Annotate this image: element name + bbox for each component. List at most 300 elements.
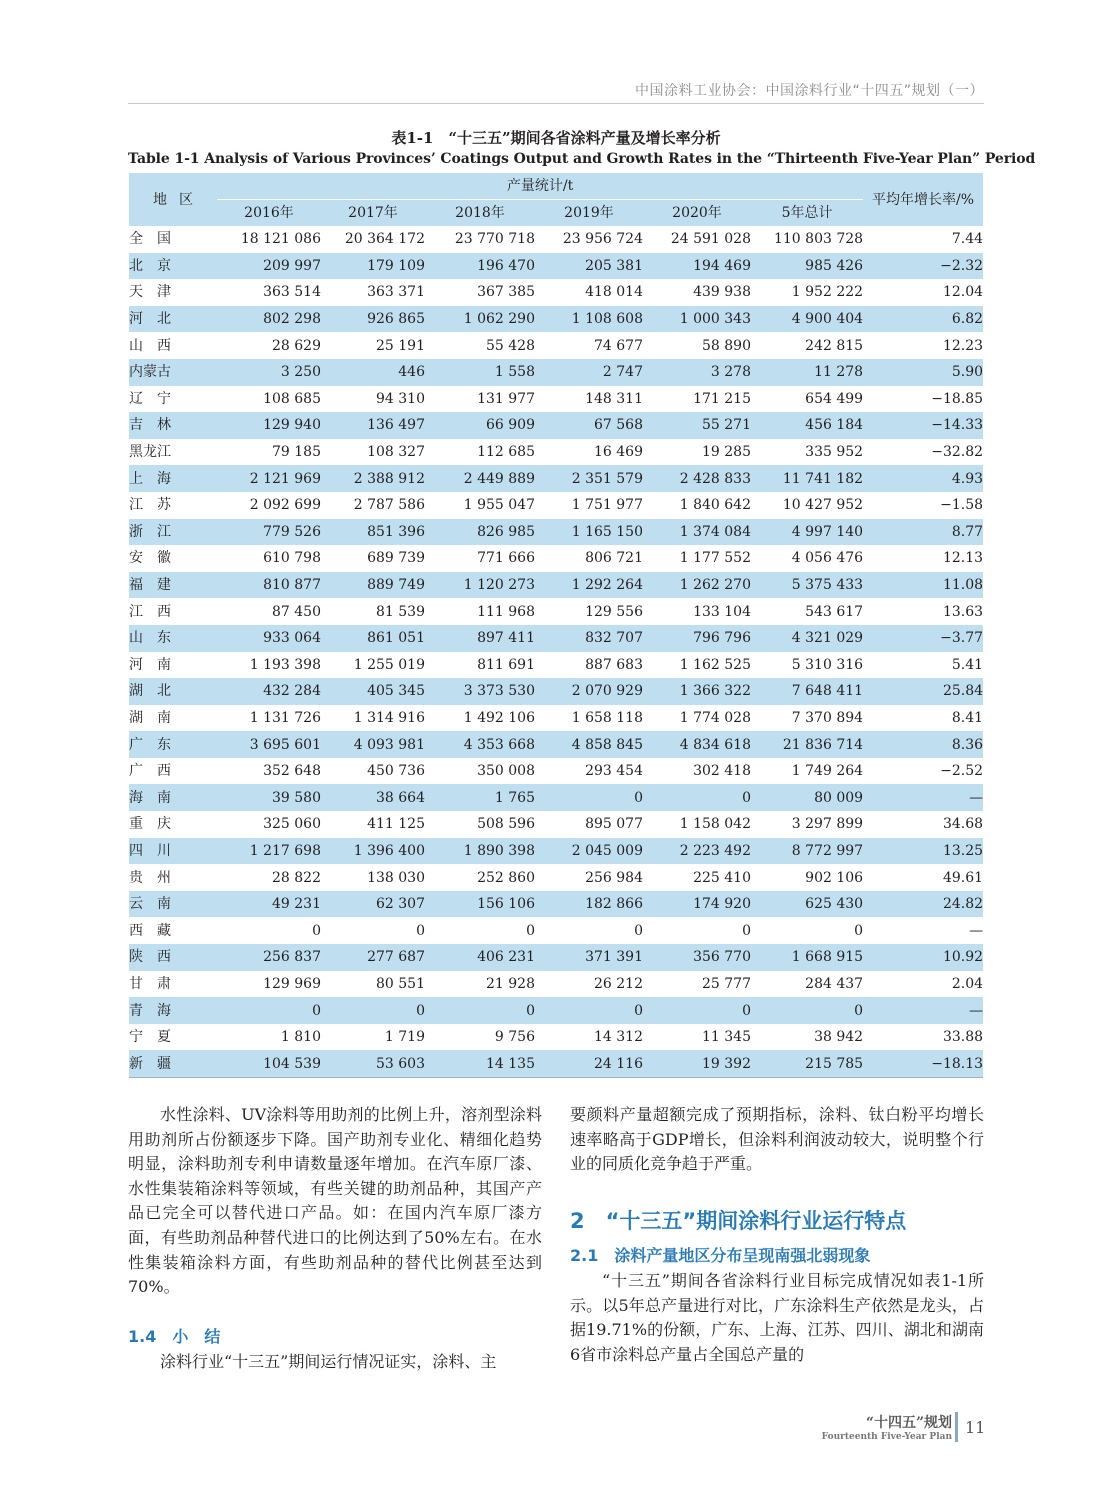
output-cell: 39 580: [217, 784, 321, 811]
output-cell: 53 603: [321, 1050, 425, 1077]
total-cell: 985 426: [751, 253, 863, 280]
output-cell: 2 428 833: [643, 465, 751, 492]
output-cell: 1 890 398: [425, 838, 535, 865]
output-cell: 352 648: [263, 763, 321, 780]
footer-title: “十四五”规划: [865, 1415, 952, 1431]
region-cell: 广 东: [129, 731, 217, 758]
total-cell: 625 430: [751, 891, 863, 918]
output-cell: 23 956 724: [562, 231, 643, 248]
output-cell: 133 104: [693, 603, 751, 620]
rate-cell: 24.82: [863, 891, 983, 918]
output-cell: 104 539: [217, 1050, 321, 1077]
table-row: [129, 758, 983, 785]
output-cell: 174 920: [643, 891, 751, 918]
output-cell: 25 777: [702, 975, 751, 992]
table-row: [129, 492, 983, 519]
output-cell: 0: [321, 997, 425, 1024]
rate-cell: −14.33: [863, 412, 983, 439]
output-cell: 62 307: [321, 891, 425, 918]
total-cell: 0: [751, 997, 863, 1024]
rate-cell: 7.44: [951, 231, 984, 248]
year-header: 2020年: [643, 200, 751, 227]
year-header: 2016年: [217, 200, 321, 227]
table-row: [129, 598, 983, 625]
table-row: [129, 917, 983, 944]
output-cell: 25 191: [376, 337, 425, 354]
rate-cell: 34.68: [942, 816, 984, 833]
region-cell: 北 京: [129, 253, 217, 280]
output-cell: 156 106: [425, 891, 535, 918]
output-cell: 446: [321, 359, 425, 386]
total-header: 5年总计: [751, 200, 863, 227]
total-cell: 110 803 728: [773, 231, 864, 248]
output-cell: 1 000 343: [643, 306, 751, 333]
table-row: [129, 811, 983, 838]
output-cell: 67 568: [535, 412, 643, 439]
output-cell: 1 193 398: [249, 656, 321, 673]
right-column-para2: [570, 1269, 984, 1367]
output-cell: 28 822: [272, 869, 321, 886]
output-cell: 508 596: [477, 816, 535, 833]
output-cell: 28 629: [272, 337, 321, 354]
rate-cell: 11.08: [863, 572, 983, 599]
output-cell: 11 345: [702, 1029, 751, 1046]
table-row: [129, 1024, 983, 1051]
output-cell: 148 311: [585, 390, 643, 407]
output-cell: 1 165 150: [535, 519, 643, 546]
output-cell: 171 215: [693, 390, 751, 407]
table-caption-en: Table 1-1 Analysis of Various Provinces’ Coatings Output and Growth Rates in the “Thirteenth Five-Year Plan” Period: [128, 151, 1036, 167]
region-cell: 西 藏: [129, 922, 171, 939]
header-rule: [128, 103, 984, 104]
rate-cell: 4.93: [863, 465, 983, 492]
rate-cell: —: [863, 784, 983, 811]
output-cell: 796 796: [643, 625, 751, 652]
output-cell: 406 231: [425, 944, 535, 971]
output-cell: 1 131 726: [249, 709, 321, 726]
table-caption-cn: 表1-1 “十三五”期间各省涂料产量及增长率分析: [391, 129, 721, 147]
output-cell: 112 685: [477, 444, 535, 461]
table-row: [129, 465, 983, 492]
region-cell: 山 东: [129, 625, 217, 652]
output-cell: 1 558: [425, 359, 535, 386]
output-cell: 2 223 492: [643, 838, 751, 865]
left-column-para2: [128, 1350, 542, 1375]
total-cell: 335 952: [805, 444, 864, 461]
output-cell: 24 116: [535, 1050, 643, 1077]
table-row: [129, 306, 983, 333]
table-row: [129, 944, 983, 971]
output-cell: 129 969: [263, 975, 321, 992]
output-cell: 0: [634, 922, 643, 939]
table-row: [129, 439, 983, 466]
output-cell: 811 691: [477, 656, 535, 673]
rate-cell: 6.82: [863, 306, 983, 333]
rate-cell: 12.13: [942, 550, 984, 567]
output-cell: 277 687: [321, 944, 425, 971]
output-cell: 3 278: [643, 359, 751, 386]
output-cell: 418 014: [585, 284, 643, 301]
output-cell: 689 739: [367, 550, 425, 567]
output-cell: 16 469: [594, 444, 643, 461]
region-cell: 吉 林: [129, 412, 217, 439]
total-cell: 215 785: [751, 1050, 863, 1077]
region-cell: 湖 北: [129, 678, 217, 705]
rate-cell: 25.84: [863, 678, 983, 705]
output-cell: 19 285: [702, 444, 751, 461]
total-cell: 11 741 182: [751, 465, 863, 492]
table-row: [129, 572, 983, 599]
output-cell: 610 798: [263, 550, 321, 567]
region-cell: 青 海: [129, 997, 217, 1024]
output-cell: 209 997: [217, 253, 321, 280]
output-cell: 194 469: [643, 253, 751, 280]
output-cell: 14 312: [594, 1029, 643, 1046]
output-cell: 293 454: [585, 763, 643, 780]
rate-cell: —: [969, 922, 984, 939]
table-row: [129, 253, 983, 280]
rate-cell: −18.85: [931, 390, 984, 407]
output-cell: 55 428: [486, 337, 535, 354]
region-cell: 河 南: [129, 656, 171, 673]
year-header: 2018年: [425, 200, 535, 227]
section-heading-2-1: 2.1 涂料产量地区分布呈现南强北弱现象: [570, 1246, 871, 1265]
output-cell: 897 411: [425, 625, 535, 652]
output-cell: 0: [526, 922, 535, 939]
output-cell: 0: [535, 997, 643, 1024]
table-row: [129, 519, 983, 546]
output-cell: 1 366 322: [643, 678, 751, 705]
output-cell: 0: [643, 784, 751, 811]
total-cell: 1 749 264: [791, 763, 864, 780]
output-cell: 1 840 642: [679, 497, 751, 514]
table-row: [129, 226, 983, 253]
table-row: [129, 891, 983, 918]
provincial-output-table: [129, 173, 983, 1078]
region-cell: 山 西: [129, 337, 171, 354]
output-cell: 405 345: [321, 678, 425, 705]
rate-cell: —: [863, 997, 983, 1024]
table-row: [129, 279, 983, 306]
rate-cell: 8.41: [951, 709, 984, 726]
total-cell: 3 297 899: [791, 816, 864, 833]
output-cell: 74 677: [594, 337, 643, 354]
output-cell: 196 470: [425, 253, 535, 280]
output-cell: 1 262 270: [643, 572, 751, 599]
output-cell: 18 121 086: [240, 231, 321, 248]
output-cell: 1 158 042: [679, 816, 751, 833]
total-cell: 902 106: [805, 869, 864, 886]
output-cell: 371 391: [535, 944, 643, 971]
output-cell: 3 695 601: [217, 731, 321, 758]
output-cell: 0: [416, 922, 425, 939]
output-cell: 2 092 699: [249, 497, 321, 514]
region-cell: 四 川: [129, 838, 217, 865]
output-cell: 895 077: [585, 816, 643, 833]
output-cell: 256 837: [217, 944, 321, 971]
output-cell: 1 120 273: [425, 572, 535, 599]
output-cell: 108 327: [367, 444, 425, 461]
output-cell: 771 666: [477, 550, 535, 567]
rate-cell: 8.36: [863, 731, 983, 758]
output-cell: 2 747: [535, 359, 643, 386]
table-row: [129, 678, 983, 705]
output-cell: 1 255 019: [353, 656, 425, 673]
total-cell: 80 009: [751, 784, 863, 811]
output-cell: 136 497: [321, 412, 425, 439]
table-row: [129, 838, 983, 865]
region-cell: 辽 宁: [129, 390, 171, 407]
output-cell: 182 866: [535, 891, 643, 918]
output-cell: 1 492 106: [463, 709, 535, 726]
region-cell: 宁 夏: [129, 1029, 171, 1046]
table-row: [129, 971, 983, 998]
region-cell: 江 西: [129, 603, 171, 620]
output-cell: 20 364 172: [344, 231, 425, 248]
table-row: [129, 332, 983, 359]
rate-cell: −32.82: [931, 444, 984, 461]
output-cell: 926 865: [321, 306, 425, 333]
output-cell: 367 385: [477, 284, 535, 301]
year-header: 2017年: [321, 200, 425, 227]
total-cell: 5 375 433: [751, 572, 863, 599]
total-cell: 7 648 411: [751, 678, 863, 705]
output-cell: 205 381: [535, 253, 643, 280]
region-cell: 河 北: [129, 306, 217, 333]
output-cell: 439 938: [693, 284, 751, 301]
output-cell: 0: [535, 784, 643, 811]
region-cell: 天 津: [129, 284, 171, 301]
output-cell: 2 351 579: [535, 465, 643, 492]
total-cell: 654 499: [805, 390, 864, 407]
region-cell: 全 国: [129, 231, 171, 248]
output-cell: 80 551: [376, 975, 425, 992]
output-cell: 1 177 552: [679, 550, 751, 567]
table-row: [129, 864, 983, 891]
body-paragraph: 涂料行业“十三五”期间运行情况证实，涂料、主: [160, 1352, 497, 1371]
region-cell: 贵 州: [129, 869, 171, 886]
output-cell: 49 231: [217, 891, 321, 918]
region-cell: 内蒙古: [129, 359, 217, 386]
region-cell: 海 南: [129, 784, 217, 811]
output-cell: 4 858 845: [535, 731, 643, 758]
output-cell: 129 940: [217, 412, 321, 439]
output-cell: 363 371: [367, 284, 425, 301]
output-cell: 2 121 969: [217, 465, 321, 492]
output-cell: 256 984: [585, 869, 643, 886]
page-number: 11: [965, 1418, 986, 1437]
output-cell: 111 968: [477, 603, 535, 620]
output-cell: 1 062 290: [425, 306, 535, 333]
output-cell: 302 418: [693, 763, 751, 780]
output-cell: 887 683: [585, 656, 643, 673]
output-cell: 1 765: [425, 784, 535, 811]
rate-header: 平均年增长率/%: [863, 173, 983, 226]
output-cell: 1 396 400: [321, 838, 425, 865]
output-cell: 26 212: [594, 975, 643, 992]
region-cell: 黑龙江: [129, 444, 171, 461]
output-cell: 4 353 668: [425, 731, 535, 758]
rate-cell: −3.77: [863, 625, 983, 652]
region-cell: 江 苏: [129, 497, 171, 514]
output-cell: 2 045 009: [535, 838, 643, 865]
production-header: 产量统计/t: [217, 173, 863, 200]
output-cell: 826 985: [425, 519, 535, 546]
output-cell: 58 890: [702, 337, 751, 354]
output-cell: 131 977: [477, 390, 535, 407]
total-cell: 5 310 316: [791, 656, 864, 673]
table-row: [129, 705, 983, 732]
rate-cell: 2.04: [951, 975, 984, 992]
output-cell: 225 410: [693, 869, 751, 886]
output-cell: 363 514: [263, 284, 321, 301]
region-cell: 重 庆: [129, 816, 171, 833]
table-row: [129, 1050, 983, 1077]
rate-cell: −2.32: [863, 253, 983, 280]
output-cell: 889 749: [321, 572, 425, 599]
total-cell: 456 184: [751, 412, 863, 439]
output-cell: 1 162 525: [679, 656, 751, 673]
output-cell: 450 736: [367, 763, 425, 780]
table-row: [129, 731, 983, 758]
output-cell: 1 955 047: [463, 497, 535, 514]
output-cell: 24 591 028: [670, 231, 751, 248]
output-cell: 4 834 618: [643, 731, 751, 758]
table-body: [129, 226, 983, 1078]
total-cell: 4 997 140: [751, 519, 863, 546]
output-cell: 779 526: [217, 519, 321, 546]
table-row: [129, 652, 983, 679]
region-cell: 浙 江: [129, 519, 217, 546]
output-cell: 3 250: [217, 359, 321, 386]
output-cell: 79 185: [272, 444, 321, 461]
right-column-para1: [570, 1103, 984, 1177]
output-cell: 138 030: [367, 869, 425, 886]
table-row: [129, 359, 983, 386]
year-header: 2019年: [535, 200, 643, 227]
body-paragraph: “十三五”期间各省涂料行业目标完成情况如表1-1所示。以5年总产量进行对比，广东涂料生产依然是龙头，占据19.71%的份额，广东、上海、江苏、四川、湖北和湖南6省市涂料总产量占全国总产量的: [570, 1271, 984, 1364]
section-heading-2: 2 “十三五”期间涂料行业运行特点: [570, 1209, 907, 1233]
output-cell: 851 396: [321, 519, 425, 546]
total-cell: 8 772 997: [751, 838, 863, 865]
output-cell: 1 314 916: [353, 709, 425, 726]
region-cell: 陕 西: [129, 944, 217, 971]
total-cell: 0: [854, 922, 864, 939]
output-cell: 0: [742, 922, 751, 939]
region-cell: 上 海: [129, 465, 217, 492]
total-cell: 1 668 915: [751, 944, 863, 971]
total-cell: 7 370 894: [791, 709, 864, 726]
rate-cell: 5.41: [951, 656, 984, 673]
region-cell: 福 建: [129, 572, 217, 599]
rate-cell: −2.52: [940, 763, 984, 780]
output-cell: 179 109: [321, 253, 425, 280]
output-cell: 4 093 981: [321, 731, 425, 758]
output-cell: 0: [425, 997, 535, 1024]
body-paragraph: 要颜料产量超额完成了预期指标，涂料、钛白粉平均增长速率略高于GDP增长，但涂料利润波动较大，说明整个行业的同质化竞争趋于严重。: [570, 1105, 984, 1174]
total-cell: 4 056 476: [791, 550, 864, 567]
rate-cell: 33.88: [942, 1029, 984, 1046]
output-cell: 1 810: [280, 1029, 321, 1046]
output-cell: 802 298: [217, 306, 321, 333]
body-paragraph: 水性涂料、UV涂料等用助剂的比例上升，溶剂型涂料用助剂所占份额逐步下降。国产助剂专业化、精细化趋势明显，涂料助剂专利申请数量逐年增加。在汽车原厂漆、水性集装箱涂料等领域，有些关键的助剂品种，其国产产品已完全可以替代进口产品。如：在国内汽车原厂漆方面，有些助剂品种替代进口的比例达到了50%左右。在水性集装箱涂料方面，有些助剂品种的替代比例甚至达到70%。: [128, 1105, 542, 1297]
output-cell: 0: [643, 997, 751, 1024]
output-cell: 2 388 912: [321, 465, 425, 492]
total-cell: 11 278: [751, 359, 863, 386]
output-cell: 1 658 118: [571, 709, 643, 726]
output-cell: 861 051: [321, 625, 425, 652]
output-cell: 0: [312, 922, 321, 939]
rate-cell: 10.92: [863, 944, 983, 971]
output-cell: 411 125: [367, 816, 425, 833]
left-column-para1: [128, 1103, 542, 1300]
total-cell: 4 900 404: [751, 306, 863, 333]
region-cell: 新 疆: [129, 1050, 217, 1077]
output-cell: 66 909: [425, 412, 535, 439]
output-cell: 21 928: [486, 975, 535, 992]
output-cell: 108 685: [263, 390, 321, 407]
output-cell: 14 135: [425, 1050, 535, 1077]
output-cell: 1 217 698: [217, 838, 321, 865]
table-row: [129, 997, 983, 1024]
rate-cell: 12.23: [942, 337, 984, 354]
output-cell: 806 721: [585, 550, 643, 567]
total-cell: 242 815: [805, 337, 864, 354]
total-cell: 543 617: [805, 603, 864, 620]
rate-cell: 13.63: [942, 603, 984, 620]
output-cell: 1 774 028: [679, 709, 751, 726]
region-header: 地区: [129, 173, 217, 226]
total-cell: 4 321 029: [751, 625, 863, 652]
output-cell: 129 556: [585, 603, 643, 620]
rate-cell: 13.25: [863, 838, 983, 865]
running-head: 中国涂料工业协会：中国涂料行业“十四五”规划（一）: [634, 83, 984, 99]
output-cell: 55 271: [643, 412, 751, 439]
output-cell: 356 770: [643, 944, 751, 971]
output-cell: 87 450: [272, 603, 321, 620]
total-cell: 1 952 222: [791, 284, 864, 301]
output-cell: 1 719: [384, 1029, 425, 1046]
output-cell: 94 310: [376, 390, 425, 407]
region-cell: 云 南: [129, 891, 217, 918]
rate-cell: 49.61: [942, 869, 984, 886]
output-cell: 2 787 586: [353, 497, 425, 514]
output-cell: 1 292 264: [535, 572, 643, 599]
output-cell: 2 449 889: [425, 465, 535, 492]
output-cell: 1 108 608: [535, 306, 643, 333]
output-cell: 325 060: [263, 816, 321, 833]
output-cell: 38 664: [321, 784, 425, 811]
output-cell: 832 707: [535, 625, 643, 652]
region-cell: 安 徽: [129, 550, 171, 567]
region-cell: 广 西: [129, 763, 171, 780]
rate-cell: 5.90: [863, 359, 983, 386]
total-cell: 284 437: [805, 975, 864, 992]
footer-subtitle: Fourteenth Five-Year Plan: [821, 1432, 952, 1442]
output-cell: 23 770 718: [454, 231, 535, 248]
output-cell: 9 756: [494, 1029, 535, 1046]
output-cell: 3 373 530: [425, 678, 535, 705]
region-cell: 甘 肃: [129, 975, 171, 992]
total-cell: 38 942: [814, 1029, 864, 1046]
output-cell: 81 539: [376, 603, 425, 620]
output-cell: 1 374 084: [643, 519, 751, 546]
rate-cell: 12.04: [942, 284, 984, 301]
output-cell: 2 070 929: [535, 678, 643, 705]
rate-cell: −18.13: [863, 1050, 983, 1077]
table-row: [129, 784, 983, 811]
rate-cell: −1.58: [940, 497, 984, 514]
